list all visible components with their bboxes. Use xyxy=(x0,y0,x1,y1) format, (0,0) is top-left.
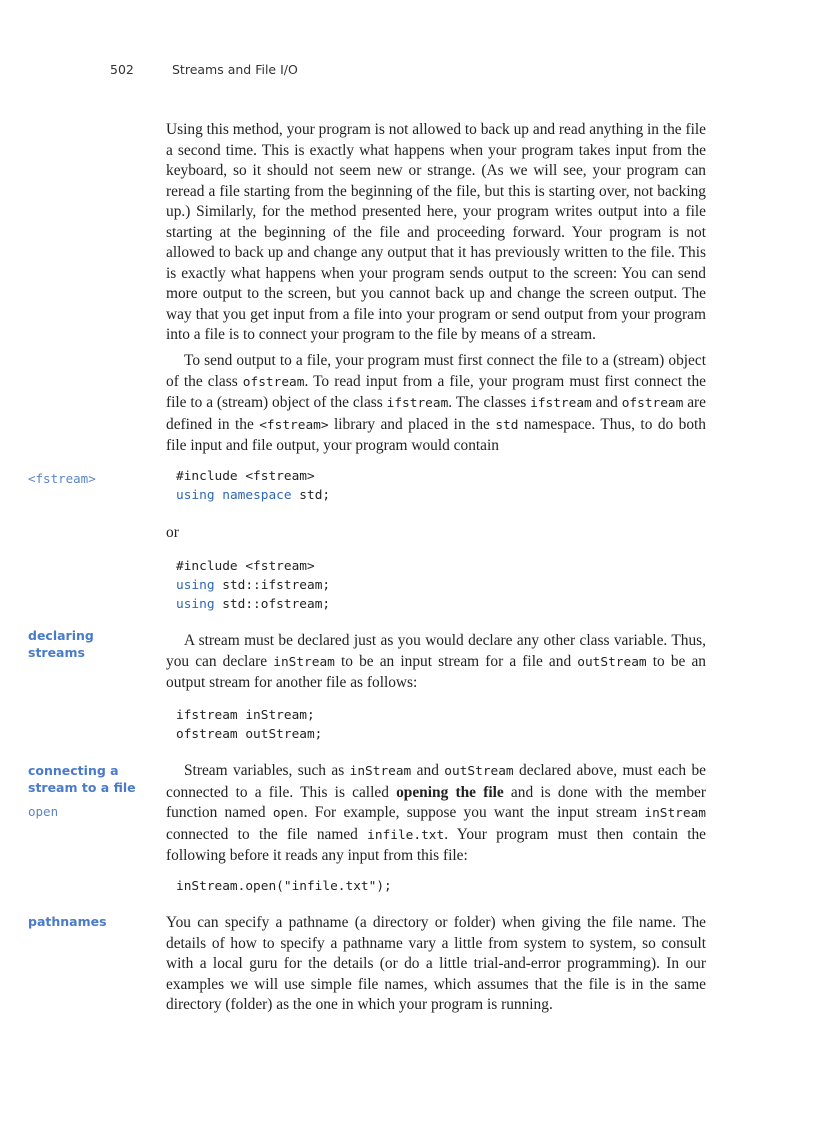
paragraph-3: A stream must be declared just as you would declare any other class variable. Thus, you can declare inStream to be an input stream for a file and outStream to be an output stream for another file as follows: xyxy=(166,632,706,691)
paragraph-4: Stream variables, such as inStream and outStream declared above, must each be connected to a file. This is called opening the file and is done with the member function named open. For example, suppose you want the input stream inStream connected to the file named infile.txt. Your program must then contain the following before it reads any input from this file: xyxy=(166,762,706,864)
code-block-1: #include <fstream> using namespace std; xyxy=(176,469,331,503)
sidenote-connecting-stream: connecting a stream to a file xyxy=(28,763,136,795)
sidenote-fstream: <fstream> xyxy=(28,471,96,486)
sidenote-pathnames: pathnames xyxy=(28,914,107,929)
paragraph-5: You can specify a pathname (a directory or folder) when giving the file name. The details of how to specify a pathname vary a little from system to system, so consult with a local guru for the details (or do a little trial-and-error programming). In our examples we will use simple file names, which assumes that the file is in the same directory (folder) as the one in which your program is running. xyxy=(166,914,706,1013)
chapter-title: Streams and File I/O xyxy=(172,62,298,77)
or-text: or xyxy=(166,524,179,541)
sidenote-declaring-streams: declaring streams xyxy=(28,628,94,660)
paragraph-1: Using this method, your program is not allowed to back up and read anything in the file a second time. This is exactly what happens when your program takes input from the keyboard, so it should not seem new or strange. (As we will see, your program can reread a file starting from the beginning of the file, but this is starting over, not backing up.) Similarly, for the method presented here, your program writes output into a file starting at the beginning of the file and proceeding forward. Your program is not allowed to back up and change any output that it has previously written to the file. This is exactly what happens when your program sends output to the screen: You can send more output to the screen, but you cannot back up and change the screen output. The way that you get input from a file into your program or send output from your program into a file is to connect your program to the file by means of a stream. xyxy=(166,121,706,343)
page-number: 502 xyxy=(110,62,134,77)
code-block-3: ifstream inStream; ofstream outStream; xyxy=(176,708,323,742)
code-block-2: #include <fstream> using std::ifstream; using std::ofstream; xyxy=(176,559,331,612)
code-block-4: inStream.open("infile.txt"); xyxy=(176,879,392,894)
page-header xyxy=(110,62,298,77)
sidenote-open: open xyxy=(28,804,59,819)
paragraph-2: To send output to a file, your program must first connect the file to a (stream) object of the class ofstream. To read input from a file, your program must first connect the file to a (stream) object of the class ifstream. The classes ifstream and ofstream are defined in the <fstream> library and placed in the std namespace. Thus, to do both file input and file output, your program would contain xyxy=(166,352,707,454)
